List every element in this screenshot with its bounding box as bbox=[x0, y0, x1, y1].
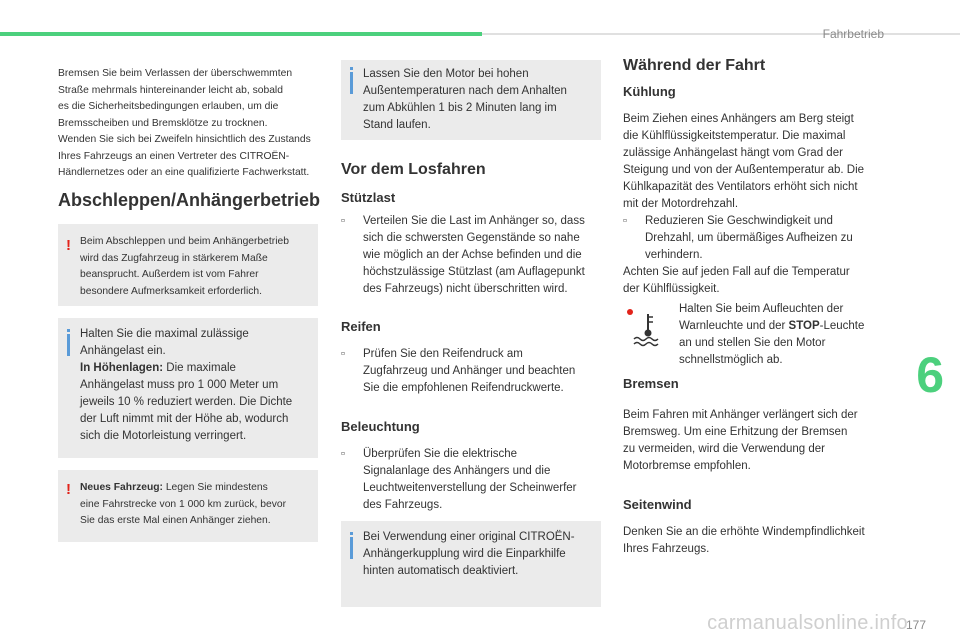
header-rule bbox=[482, 33, 960, 35]
watermark: carmanualsonline.info bbox=[707, 612, 908, 634]
bold-label: In Höhenlagen: bbox=[80, 362, 164, 374]
warning-light-text bbox=[679, 301, 889, 369]
text-line: höchstzulässige Stützlast (am Auflagepunkt bbox=[363, 266, 585, 278]
crosswind-text bbox=[623, 524, 893, 558]
coolant-temperature-warning-icon bbox=[626, 308, 662, 348]
subheading-crosswind: Seitenwind bbox=[623, 497, 692, 512]
intro-line: Ihres Fahrzeugs an einen Vertreter des CITROËN- bbox=[58, 150, 290, 162]
info-box-parking-sensor bbox=[341, 521, 601, 607]
text-line: Sie das erste Mal einen Anhänger ziehen. bbox=[80, 515, 271, 526]
text-line: zu vermeiden, wird die Verwendung der bbox=[623, 443, 826, 455]
text-line: hinten automatisch deaktiviert. bbox=[363, 565, 519, 577]
text-line: schnellstmöglich ab. bbox=[679, 354, 783, 366]
text-line: Motorbremse empfohlen. bbox=[623, 460, 751, 472]
section-heading-while-driving: Während der Fahrt bbox=[623, 57, 766, 74]
bullet-item bbox=[623, 213, 893, 230]
bullet-item bbox=[341, 213, 606, 230]
info-text bbox=[363, 529, 593, 580]
warning-text bbox=[80, 480, 310, 530]
cooling-text bbox=[623, 111, 893, 298]
text-line: mit der Motordrehzahl. bbox=[623, 198, 739, 210]
text-line: die Kühlflüssigkeitstemperatur. Die maximal bbox=[623, 130, 846, 142]
warning-box-new-vehicle bbox=[58, 470, 318, 542]
page-number: 177 bbox=[905, 618, 926, 632]
text-line: Anhängelast muss pro 1 000 Meter um bbox=[80, 379, 279, 391]
info-box-load bbox=[58, 318, 318, 458]
text-span: -Leuchte bbox=[819, 320, 865, 332]
intro-line: Bremsscheiben und Bremsklötze zu trocknen. bbox=[58, 117, 268, 129]
text-line: zum Abkühlen 1 bis 2 Minuten lang im bbox=[363, 102, 557, 114]
text-span: Verteilen Sie die Last im Anhänger so, dass bbox=[363, 215, 585, 227]
text-line: sich die Motorleistung verringert. bbox=[80, 430, 247, 442]
text-span: Die maximale bbox=[163, 362, 236, 374]
text-line: Achten Sie auf jeden Fall auf die Temperatur bbox=[623, 266, 850, 278]
text-line: des Fahrzeugs) nicht überschritten wird. bbox=[363, 283, 568, 295]
text-line: Ihres Fahrzeugs. bbox=[623, 543, 710, 555]
info-text bbox=[80, 326, 310, 445]
info-icon bbox=[350, 537, 353, 559]
text-line: der Kühlflüssigkeit. bbox=[623, 283, 720, 295]
bullet-icon: ▫ bbox=[341, 448, 346, 460]
warning-icon: ! bbox=[66, 481, 71, 498]
bullet-item bbox=[341, 446, 606, 463]
text-line: wie möglich an der Achse befinden und die bbox=[363, 249, 582, 261]
text-line: der Luft nimmt mit der Höhe ab, wodurch bbox=[80, 413, 289, 425]
text-span: Prüfen Sie den Reifendruck am bbox=[363, 348, 523, 360]
tyres-text bbox=[341, 346, 606, 397]
text-line: zulässige Anhängelast hängt vom Grad der bbox=[623, 147, 843, 159]
header-accent-bar bbox=[0, 32, 482, 36]
subheading-lighting: Beleuchtung bbox=[341, 419, 420, 434]
bullet-icon: ▫ bbox=[341, 215, 346, 227]
text-line: Zugfahrzeug und Anhänger und beachten bbox=[363, 365, 576, 377]
section-title: Fahrbetrieb bbox=[822, 27, 884, 41]
intro-paragraph bbox=[58, 66, 328, 182]
text-line: Beim Abschleppen und beim Anhängerbetrieb bbox=[80, 236, 289, 247]
text-line: Drehzahl, um übermäßiges Aufheizen zu bbox=[645, 232, 853, 244]
intro-line: es die Sicherheitsbedingungen erlauben, um die bbox=[58, 101, 279, 112]
text-line: Steigung und von der Außentemperatur ab. Die bbox=[623, 164, 865, 176]
stop-label: STOP bbox=[788, 320, 820, 332]
text-line: Außentemperaturen nach dem Anhalten bbox=[363, 85, 567, 97]
text-line: Denken Sie an die erhöhte Windempfindlichkeit bbox=[623, 526, 865, 538]
bold-label: Neues Fahrzeug: bbox=[80, 482, 163, 493]
text-line: Halten Sie die maximal zulässige bbox=[80, 328, 249, 340]
warning-icon: ! bbox=[66, 237, 71, 254]
bullet-icon: ▫ bbox=[341, 348, 346, 360]
text-line: beansprucht. Außerdem ist vom Fahrer bbox=[80, 269, 259, 280]
section-heading-before-driving: Vor dem Losfahren bbox=[341, 161, 486, 178]
text-span: Überprüfen Sie die elektrische bbox=[363, 448, 518, 460]
intro-line: Wenden Sie sich bei Zweifeln hinsichtlich des Zustands bbox=[58, 134, 311, 145]
text-line: Halten Sie beim Aufleuchten der bbox=[679, 303, 844, 315]
chapter-number: 6 bbox=[916, 347, 944, 403]
text-line bbox=[80, 480, 310, 497]
text-line: Kühlkapazität des Ventilators erhöht sich nicht bbox=[623, 181, 858, 193]
lighting-text bbox=[341, 446, 606, 514]
text-line: Leuchtweitenverstellung der Scheinwerfer bbox=[363, 482, 577, 494]
info-icon bbox=[350, 72, 353, 94]
subheading-cooling: Kühlung bbox=[623, 84, 676, 99]
text-line: an und stellen Sie den Motor bbox=[679, 337, 826, 349]
text-line: Bremsweg. Um eine Erhitzung der Bremsen bbox=[623, 426, 848, 438]
warning-box-towing bbox=[58, 224, 318, 306]
tongue-load-text bbox=[341, 213, 606, 298]
warning-text bbox=[80, 234, 310, 300]
text-line: jeweils 10 % reduziert werden. Die Dichte bbox=[80, 396, 293, 408]
intro-line: Händlernetzes oder an eine qualifizierte Fachwerkstatt. bbox=[58, 167, 310, 178]
brakes-text bbox=[623, 407, 893, 475]
text-span: Legen Sie mindestens bbox=[162, 482, 268, 493]
subheading-brakes: Bremsen bbox=[623, 376, 679, 391]
text-line: Beim Ziehen eines Anhängers am Berg steigt bbox=[623, 113, 854, 125]
text-line: eine Fahrstrecke von 1 000 km zurück, bevor bbox=[80, 498, 287, 510]
text-line: Signalanlage des Anhängers und die bbox=[363, 465, 551, 477]
info-icon bbox=[67, 334, 70, 356]
text-line: Beim Fahren mit Anhänger verlängert sich der bbox=[623, 409, 858, 421]
text-line: sich die schwersten Gegenstände so nahe bbox=[363, 232, 580, 244]
text-line: wird das Zugfahrzeug in stärkerem Maße bbox=[80, 252, 268, 264]
text-line: Stand laufen. bbox=[363, 119, 431, 131]
text-line: verhindern. bbox=[645, 249, 703, 261]
text-span: Warnleuchte und der bbox=[679, 320, 789, 332]
section-heading-towing: Abschleppen/Anhängerbetrieb bbox=[58, 190, 321, 210]
text-line: Anhängerkupplung wird die Einparkhilfe bbox=[363, 548, 566, 560]
text-line bbox=[80, 360, 310, 377]
info-text bbox=[363, 66, 593, 134]
text-line: des Fahrzeugs. bbox=[363, 499, 443, 511]
subheading-tyres: Reifen bbox=[341, 319, 381, 334]
text-span: Reduzieren Sie Geschwindigkeit und bbox=[645, 215, 833, 227]
bullet-icon: ▫ bbox=[623, 215, 628, 227]
text-line bbox=[679, 318, 889, 335]
text-line: Anhängelast ein. bbox=[80, 345, 166, 357]
intro-line: Bremsen Sie beim Verlassen der überschwemmten bbox=[58, 68, 293, 79]
subheading-tongue-load: Stützlast bbox=[341, 190, 396, 205]
intro-line: Straße mehrmals hintereinander leicht ab, sobald bbox=[58, 84, 283, 96]
text-line: Lassen Sie den Motor bei hohen bbox=[363, 68, 529, 80]
text-line: Sie die empfohlenen Reifendruckwerte. bbox=[363, 382, 564, 394]
text-line: Bei Verwendung einer original CITROËN- bbox=[363, 531, 575, 543]
bullet-item bbox=[341, 346, 606, 363]
info-box-engine bbox=[341, 60, 601, 140]
text-line: besondere Aufmerksamkeit erforderlich. bbox=[80, 285, 262, 297]
